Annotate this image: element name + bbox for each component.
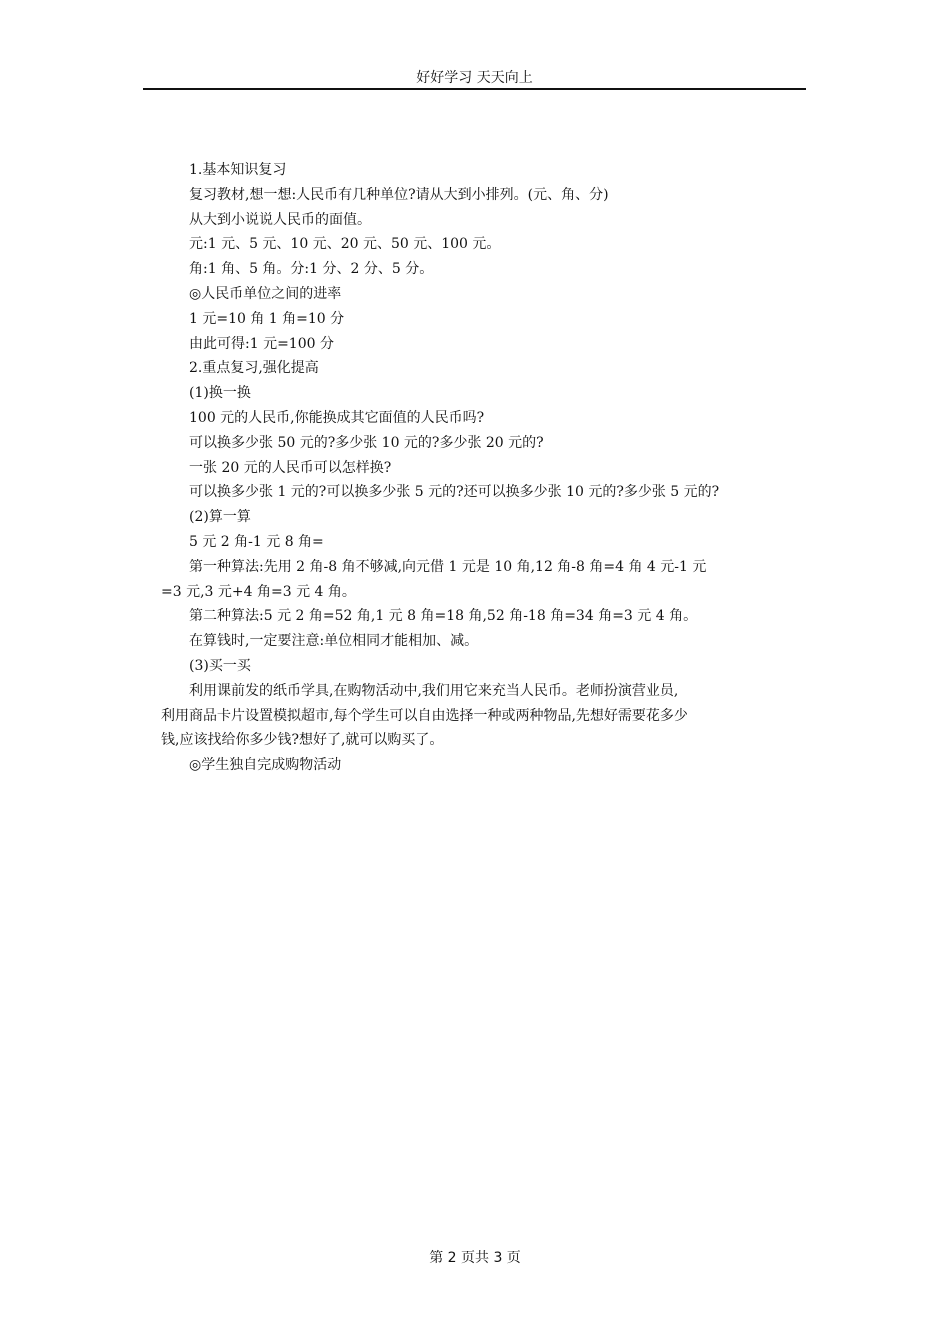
method-two-line: 第二种算法:5 元 2 角=52 角,1 元 8 角=18 角,52 角-18 角=34 角=3 元 4 角。 xyxy=(189,608,698,625)
page-header: 好好学习 天天向上 xyxy=(416,70,533,86)
activity-line: ◎学生独自完成购物活动 xyxy=(189,757,342,774)
method-one-line-1: 第一种算法:先用 2 角-8 角不够减,向元借 1 元是 10 角,12 角-8 角=4 角 4 元-1 元 xyxy=(189,558,707,575)
note-line: 在算钱时,一定要注意:单位相同才能相加、减。 xyxy=(189,633,479,650)
text-line: 由此可得:1 元=100 分 xyxy=(189,335,334,352)
text-line: 从大到小说说人民币的面值。 xyxy=(189,211,371,228)
text-line: (2)算一算 xyxy=(189,509,251,526)
text-line: 1.基本知识复习 xyxy=(189,162,287,178)
text-line: 一张 20 元的人民币可以怎样换? xyxy=(189,459,392,476)
buy-para-line-2: 利用商品卡片设置模拟超市,每个学生可以自由选择一种或两种物品,先想好需要花多少 xyxy=(161,707,688,724)
text-line: ◎人民币单位之间的进率 xyxy=(189,285,342,302)
text-line: 元:1 元、5 元、10 元、20 元、50 元、100 元。 xyxy=(189,236,501,253)
page-number-footer: 第 2 页共 3 页 xyxy=(429,1250,521,1266)
text-line: 2.重点复习,强化提高 xyxy=(189,360,319,377)
method-one-line-2: =3 元,3 元+4 角=3 元 4 角。 xyxy=(161,583,356,600)
text-line: 角:1 角、5 角。分:1 分、2 分、5 分。 xyxy=(189,261,434,278)
header-divider xyxy=(143,88,806,90)
document-body xyxy=(161,158,801,778)
buy-para-line-3: 钱,应该找给你多少钱?想好了,就可以购买了。 xyxy=(161,732,444,749)
text-line: 可以换多少张 1 元的?可以换多少张 5 元的?还可以换多少张 10 元的?多少张 5 元的? xyxy=(189,484,720,501)
text-line: (1)换一换 xyxy=(189,385,251,402)
buy-para-line-1: 利用课前发的纸币学具,在购物活动中,我们用它来充当人民币。老师扮演营业员, xyxy=(189,682,679,699)
text-line: 可以换多少张 50 元的?多少张 10 元的?多少张 20 元的? xyxy=(189,434,544,451)
text-line: 1 元=10 角 1 角=10 分 xyxy=(189,310,345,327)
text-line: 100 元的人民币,你能换成其它面值的人民币吗? xyxy=(189,409,485,426)
text-line: 复习教材,想一想:人民币有几种单位?请从大到小排列。(元、角、分) xyxy=(189,186,609,203)
text-line: 5 元 2 角-1 元 8 角= xyxy=(189,533,324,550)
section-buy-title: (3)买一买 xyxy=(189,657,251,674)
